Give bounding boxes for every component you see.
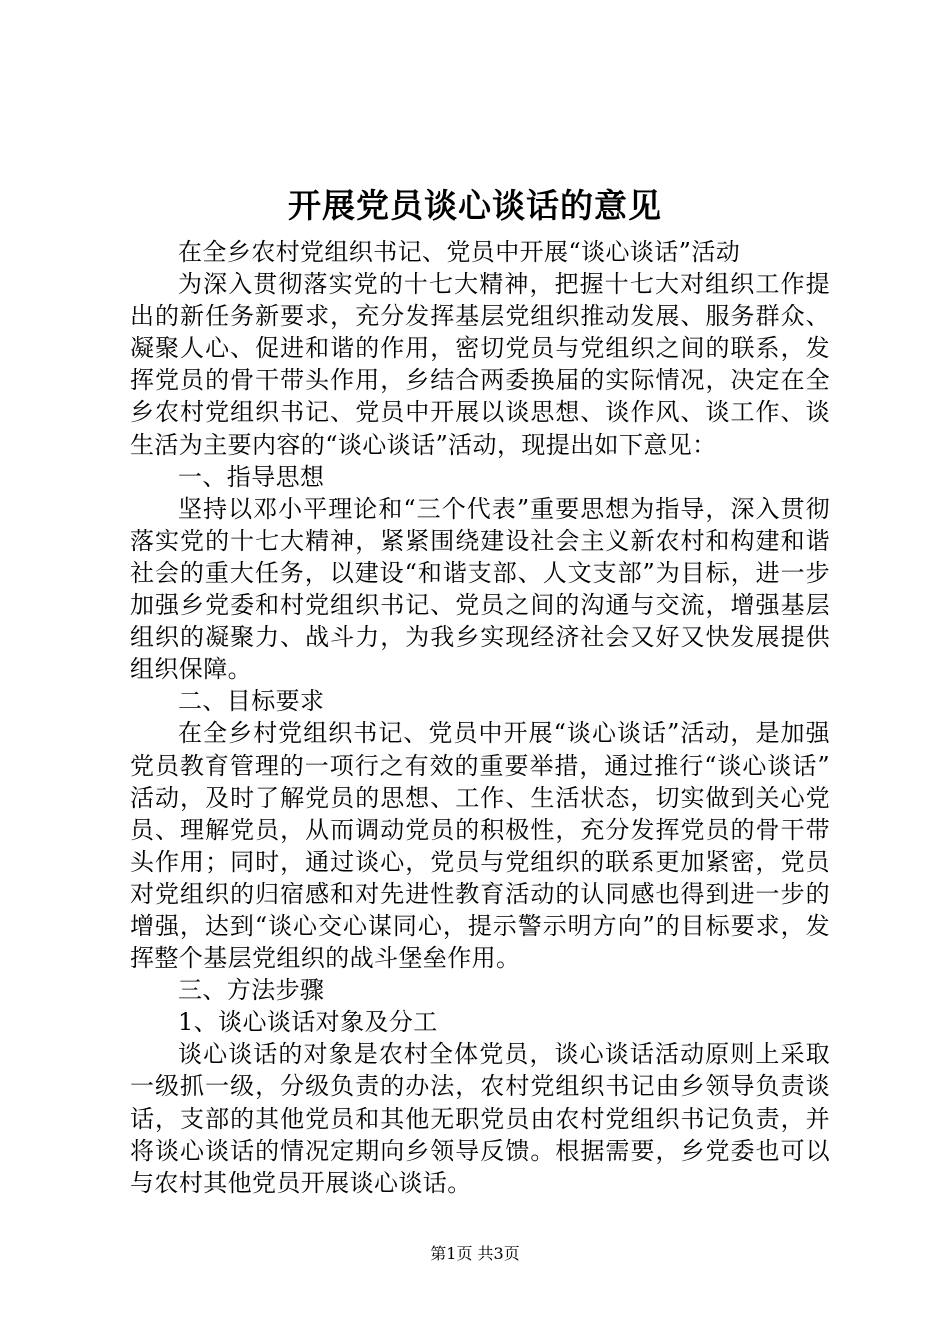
body-paragraph-intro: 为深入贯彻落实党的十七大精神，把握十七大对组织工作提出的新任务新要求，充分发挥基层党组织推动发展、服务群众、凝聚人心、促进和谐的作用，密切党员与党组织之间的联系，发挥党员的骨干带头作用，乡结合两委换届的实际情况，决定在全乡农村党组织书记、党员中开展以谈思想、谈作风、谈工作、谈生活为主要内容的“谈心谈话”活动，现提出如下意见：: [130, 270, 830, 459]
body-paragraph-goals: 在全乡村党组织书记、党员中开展“谈心谈话”活动，是加强党员教育管理的一项行之有效的重要举措，通过推行“谈心谈话”活动，及时了解党员的思想、工作、生活状态，切实做到关心党员、理解党员，从而调动党员的积极性，充分发挥党员的骨干带头作用；同时，通过谈心，党员与党组织的联系更加紧密，党员对党组织的归宿感和对先进性教育活动的认同感也得到进一步的增强，达到“谈心交心谋同心，提示警示明方向”的目标要求，发挥整个基层党组织的战斗堡垒作用。: [130, 719, 830, 973]
section-heading-guiding-ideology: 一、指导思想: [178, 462, 325, 491]
document-body: [130, 236, 830, 1199]
section-heading-methods: 三、方法步骤: [178, 976, 325, 1005]
body-paragraph-targets: 谈心谈话的对象是农村全体党员，谈心谈话活动原则上采取一级抓一级，分级负责的办法，农村党组织书记由乡领导负责谈话，支部的其他党员和其他无职党员由农村党组织书记负责，并将谈心谈话的情况定期向乡领导反馈。根据需要，乡党委也可以与农村其他党员开展谈心谈话。: [130, 1040, 830, 1197]
page-number-footer: 第1页 共3页: [430, 1244, 520, 1263]
subsection-heading-targets: 1、谈心谈话对象及分工: [178, 1008, 438, 1037]
body-paragraph-subtitle: 在全乡农村党组织书记、党员中开展“谈心谈话”活动: [178, 238, 741, 266]
body-paragraph-guiding-ideology: 坚持以邓小平理论和“三个代表”重要思想为指导，深入贯彻落实党的十七大精神，紧紧围绕建设社会主义新农村和构建和谐社会的重大任务，以建设“和谐支部、人文支部”为目标，进一步加强乡党委和村党组织书记、党员之间的沟通与交流，增强基层组织的凝聚力、战斗力，为我乡实现经济社会又好又快发展提供组织保障。: [130, 494, 830, 684]
section-heading-goals: 二、目标要求: [178, 687, 325, 716]
document-title: 开展党员谈心谈话的意见: [288, 186, 662, 225]
